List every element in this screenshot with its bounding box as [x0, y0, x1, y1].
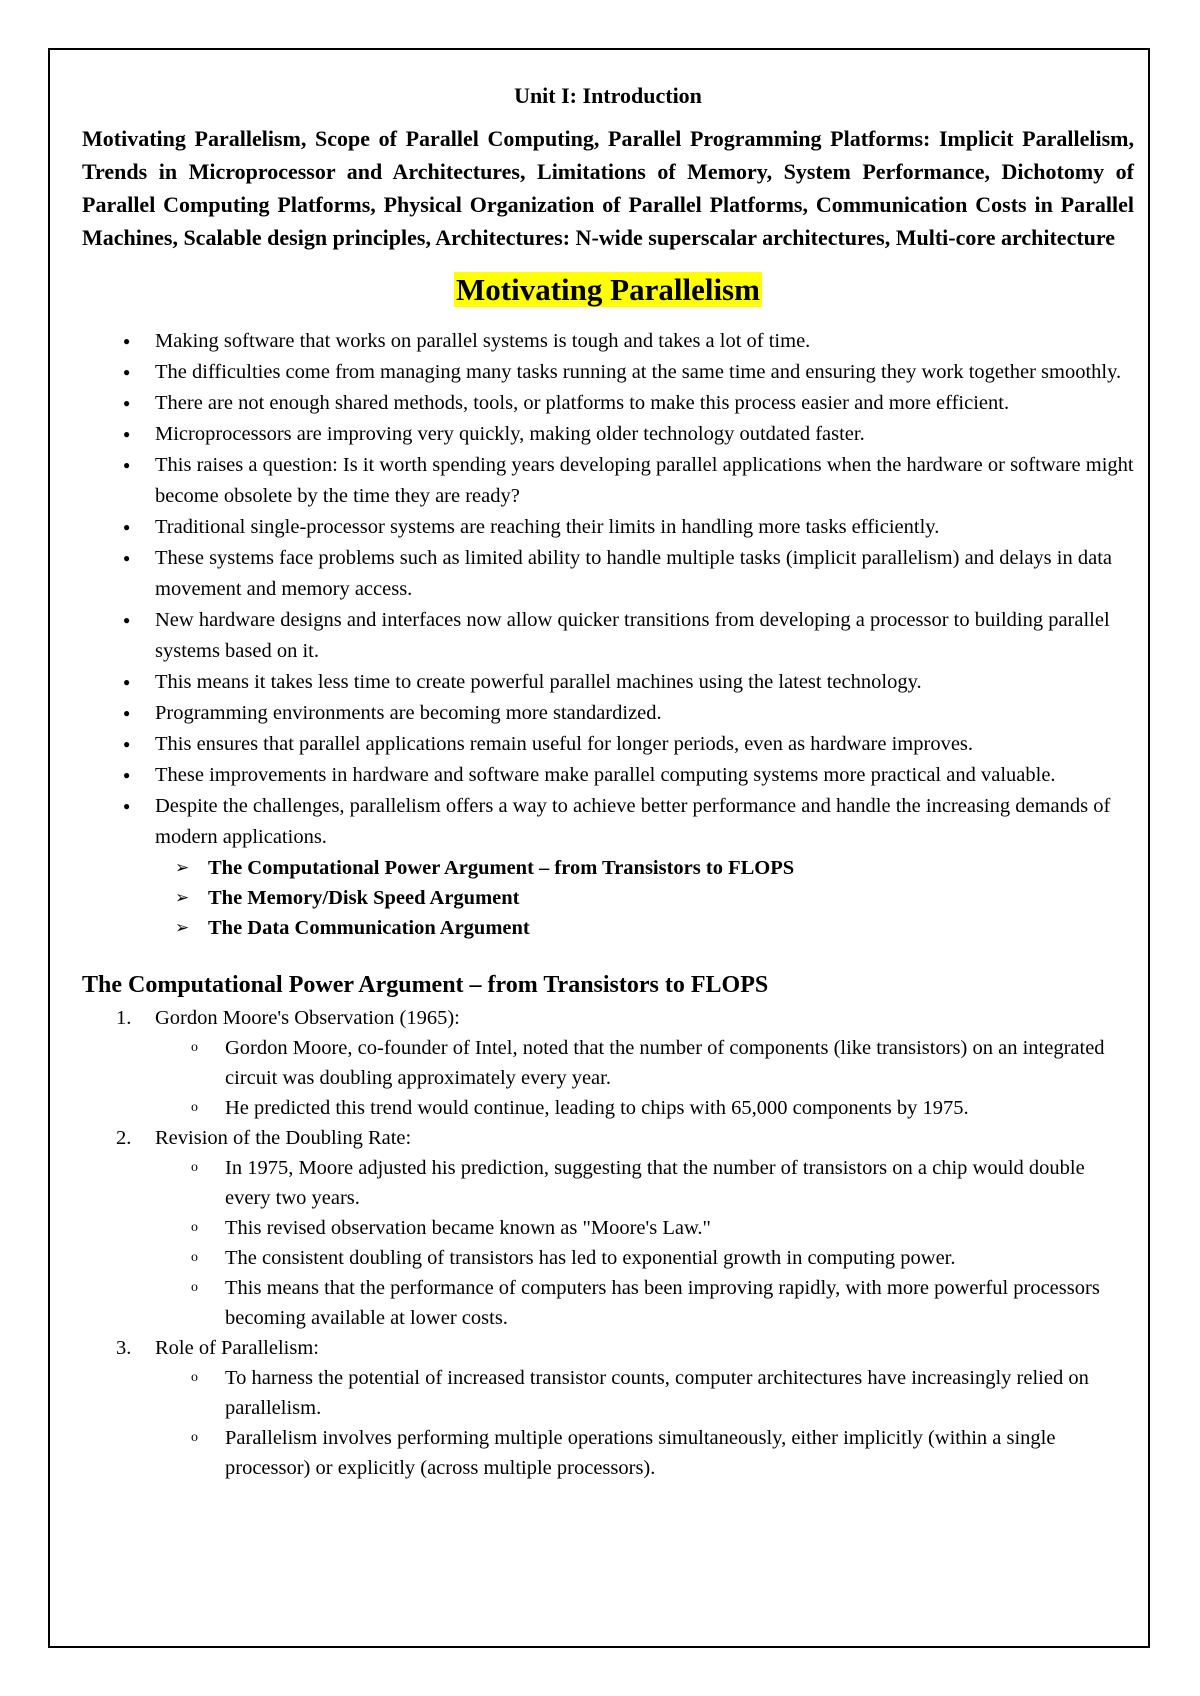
numbered-list: [82, 1003, 1134, 1483]
bullet-item: ● Despite the challenges, parallelism offers a way to achieve better performance and handle the increasing demands of modern applications.: [82, 791, 1134, 853]
sub-item: o This revised observation became known as "Moore's Law.": [155, 1213, 1134, 1243]
bullet-item: ● Making software that works on parallel systems is tough and takes a lot of time.: [82, 326, 1134, 357]
sub-list: [155, 1363, 1134, 1483]
sub-item: o Parallelism involves performing multiple operations simultaneously, either implicitly (within a single processor) or explicitly (across multiple processors).: [155, 1423, 1134, 1483]
sub-item: o He predicted this trend would continue, leading to chips with 65,000 components by 1975.: [155, 1093, 1134, 1123]
bullet-item: ● Traditional single-processor systems are reaching their limits in handling more tasks efficiently.: [82, 512, 1134, 543]
bullet-item: ● There are not enough shared methods, tools, or platforms to make this process easier and more efficient.: [82, 388, 1134, 419]
bullet-item: ● Programming environments are becoming more standardized.: [82, 698, 1134, 729]
argument-list: [82, 853, 1134, 943]
argument-item: ➢ The Data Communication Argument: [82, 913, 1134, 943]
unit-title: Unit I: Introduction: [514, 83, 702, 108]
bullet-item: ● Microprocessors are improving very quickly, making older technology outdated faster.: [82, 419, 1134, 450]
bullet-item: ● These improvements in hardware and software make parallel computing systems more practical and valuable.: [82, 760, 1134, 791]
bullet-item: ● This ensures that parallel applications remain useful for longer periods, even as hardware improves.: [82, 729, 1134, 760]
sub-list: [155, 1153, 1134, 1333]
bullet-item: ● This means it takes less time to create powerful parallel machines using the latest technology.: [82, 667, 1134, 698]
numbered-item: [82, 1123, 1134, 1333]
item-title: Gordon Moore's Observation (1965):: [155, 1007, 460, 1029]
bullet-list: [82, 326, 1134, 853]
document-body: [82, 82, 1134, 1483]
bullet-item: ● This raises a question: Is it worth spending years developing parallel applications when the hardware or software might become obsolete by the time they are ready?: [82, 450, 1134, 512]
sub-item: o To harness the potential of increased transistor counts, computer architectures have increasingly relied on parallelism.: [155, 1363, 1134, 1423]
item-title: Role of Parallelism:: [155, 1337, 319, 1359]
sub-item: o In 1975, Moore adjusted his prediction, suggesting that the number of transistors on a chip would double every two years.: [155, 1153, 1134, 1213]
sub-list: [155, 1033, 1134, 1123]
sub-item: o The consistent doubling of transistors has led to exponential growth in computing power.: [155, 1243, 1134, 1273]
sub-item: o Gordon Moore, co-founder of Intel, noted that the number of components (like transistors) on an integrated circuit was doubling approximately every year.: [155, 1033, 1134, 1093]
section-heading-motivating-parallelism: Motivating Parallelism: [456, 272, 760, 307]
bullet-item: ● New hardware designs and interfaces now allow quicker transitions from developing a processor to building parallel systems based on it.: [82, 605, 1134, 667]
item-number: 2.: [116, 1127, 132, 1149]
section-heading-wrap: [82, 270, 1134, 310]
item-number: 1.: [116, 1007, 132, 1029]
bullet-item: ● These systems face problems such as limited ability to handle multiple tasks (implicit parallelism) and delays in data movement and memory access.: [82, 543, 1134, 605]
item-title: Revision of the Doubling Rate:: [155, 1127, 412, 1149]
bullet-item: ● The difficulties come from managing many tasks running at the same time and ensuring they work together smoothly.: [82, 357, 1134, 388]
numbered-item: [82, 1003, 1134, 1123]
syllabus-topics: Motivating Parallelism, Scope of Parallel Computing, Parallel Programming Platforms: Implicit Parallelism, Trends in Microprocessor and Architectures, Limitations of Memory, System Performance, Dichotomy of Parallel Computing Platforms, Physical Organization of Parallel Platforms, Communication Costs in Parallel Machines, Scalable design principles, Architectures: N-wide superscalar architectures, Multi-core architecture: [82, 126, 1134, 250]
sub-item: o This means that the performance of computers has been improving rapidly, with more powerful processors becoming available at lower costs.: [155, 1273, 1134, 1333]
item-number: 3.: [116, 1337, 132, 1359]
section-heading-computational-power: The Computational Power Argument – from Transistors to FLOPS: [82, 972, 769, 998]
argument-item: ➢ The Memory/Disk Speed Argument: [82, 883, 1134, 913]
argument-item: ➢ The Computational Power Argument – from Transistors to FLOPS: [82, 853, 1134, 883]
numbered-item: [82, 1333, 1134, 1483]
